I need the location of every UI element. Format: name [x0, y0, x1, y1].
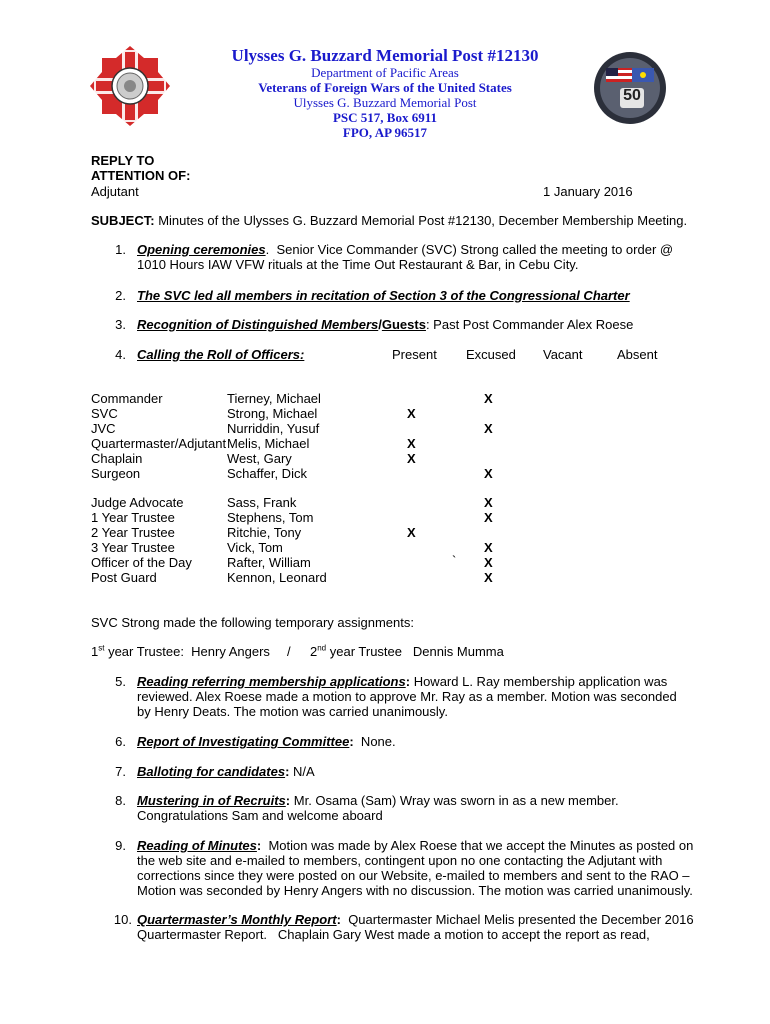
subject-text: Minutes of the Ulysses G. Buzzard Memorial Post #12130, December Membership Meeting.	[158, 213, 688, 228]
item-text: Congratulations Sam and welcome aboard	[137, 808, 383, 823]
officer-name: Kennon, Leonard	[227, 570, 327, 585]
excused-mark: X	[484, 570, 493, 585]
item-title: Recognition of Distinguished Members	[137, 317, 379, 332]
second-year-ordinal: 2	[310, 644, 318, 659]
first-year-trustee: year Trustee: Henry Angers	[104, 644, 270, 659]
item-balloting	[137, 764, 697, 779]
officer-name: Schaffer, Dick	[227, 466, 307, 481]
roll-header-excused: Excused	[466, 347, 516, 362]
officer-role: Commander	[91, 391, 163, 406]
officer-role: 1 Year Trustee	[91, 510, 175, 525]
excused-mark: X	[484, 510, 493, 525]
item-reading-minutes	[137, 838, 697, 898]
item-membership-applications	[137, 674, 697, 719]
item-number: 8.	[115, 793, 126, 808]
item-text: Howard L. Ray membership application was	[410, 674, 668, 689]
item-text: Motion was made by Alex Roese that we accept the Minutes as posted on	[261, 838, 694, 853]
organization-line: Veterans of Foreign Wars of the United States	[258, 80, 512, 95]
officer-name: Stephens, Tom	[227, 510, 314, 525]
item-title: Reading of Minutes	[137, 838, 257, 853]
item-text: None.	[353, 734, 396, 749]
officer-name: Melis, Michael	[227, 436, 310, 451]
second-year-trustee: year Trustee Dennis Mumma	[326, 644, 504, 659]
item-title-guests: Guests	[381, 317, 426, 332]
item-text: N/A	[289, 764, 315, 779]
item-title: Reading referring membership applications	[137, 674, 406, 689]
item-text: Quartermaster Report. Chaplain Gary West made a motion to accept the report as read,	[137, 927, 650, 942]
officer-role: 3 Year Trustee	[91, 540, 175, 555]
item-number: 6.	[115, 734, 126, 749]
second-year-assignment	[310, 644, 504, 659]
item-text: Motion was seconded by Henry Angers with no discussion. The motion was carried unanimously.	[137, 883, 693, 898]
item-number: 3.	[115, 317, 126, 332]
item-title: The SVC led all members in recitation of Section 3 of the Congressional Charter	[137, 288, 630, 303]
item-colon: :	[285, 793, 291, 808]
item-title: Opening ceremonies	[137, 242, 266, 257]
item-slash: /	[378, 317, 382, 332]
subject-line	[91, 213, 687, 228]
item-quartermaster-report	[137, 912, 697, 942]
officer-name: Sass, Frank	[227, 495, 297, 510]
reply-to-label: REPLY TO	[91, 153, 155, 168]
item-investigating-committee	[137, 734, 697, 749]
document-date: 1 January 2016	[543, 184, 633, 199]
item-colon: :	[256, 838, 262, 853]
temporary-assignments-intro: SVC Strong made the following temporary assignments:	[91, 615, 414, 630]
officer-name: Vick, Tom	[227, 540, 283, 555]
item-colon: :	[405, 674, 411, 689]
excused-mark: X	[484, 540, 493, 555]
item-text: Mr. Osama (Sam) Wray was sworn in as a new member.	[290, 793, 619, 808]
item-text: the web site and e-mailed to members, contingent upon no one contacting the Adjutant with	[137, 853, 663, 868]
item-text: 1010 Hours IAW VFW rituals at the Time Out Restaurant & Bar, in Cebu City.	[137, 257, 579, 272]
item-text: Senior Vice Commander (SVC) Strong called the meeting to order @	[269, 242, 674, 257]
officer-role: Surgeon	[91, 466, 141, 481]
officer-role: 2 Year Trustee	[91, 525, 175, 540]
officer-name: Rafter, William	[227, 555, 311, 570]
attention-name: Adjutant	[91, 184, 139, 199]
officer-role: JVC	[91, 421, 116, 436]
item-text: by Henry Deats. The motion was carried unanimously.	[137, 704, 448, 719]
item-recognition	[137, 317, 697, 332]
department-line: Department of Pacific Areas	[311, 65, 459, 80]
officer-name: Ritchie, Tony	[227, 525, 302, 540]
present-mark: X	[407, 451, 416, 466]
officer-role: SVC	[91, 406, 118, 421]
item-text: reviewed. Alex Roese made a motion to approve Mr. Ray as a member. Motion was seconded	[137, 689, 677, 704]
officer-role: Officer of the Day	[91, 555, 192, 570]
item-colon: :	[349, 734, 354, 749]
item-colon: :	[336, 912, 341, 927]
excused-mark: X	[484, 391, 493, 406]
item-text: : Past Post Commander Alex Roese	[425, 317, 634, 332]
second-year-suffix: nd	[317, 643, 327, 653]
excused-mark: X	[484, 466, 493, 481]
officer-name: West, Gary	[227, 451, 292, 466]
officer-name: Nurriddin, Yusuf	[227, 421, 320, 436]
address-line-1: PSC 517, Box 6911	[332, 110, 437, 125]
roll-header-absent: Absent	[617, 347, 658, 362]
seal-number: 50	[623, 87, 641, 104]
excused-mark: X	[484, 421, 493, 436]
stray-mark: `	[452, 553, 457, 568]
item-opening-ceremonies	[137, 242, 697, 272]
item-number: 2.	[115, 288, 126, 303]
address-line-2: FPO, AP 96517	[342, 125, 428, 140]
roll-header-vacant: Vacant	[543, 347, 583, 362]
attention-of-label: ATTENTION OF:	[91, 168, 191, 183]
assignment-separator: /	[287, 644, 291, 659]
item-title: Report of Investigating Committee	[137, 734, 350, 749]
item-number: 5.	[115, 674, 126, 689]
item-title: Balloting for candidates	[137, 764, 286, 779]
roll-header-present: Present	[392, 347, 437, 362]
item-title: Quartermaster’s Monthly Report	[137, 912, 337, 927]
item-number: 4.	[115, 347, 126, 362]
item-title: Calling the Roll of Officers:	[137, 347, 305, 362]
post-title: Ulysses G. Buzzard Memorial Post #12130	[231, 46, 539, 65]
officer-role: Judge Advocate	[91, 495, 184, 510]
item-text: Quartermaster Michael Melis presented the December 2016	[340, 912, 694, 927]
officer-name: Strong, Michael	[227, 406, 318, 421]
officer-role: Post Guard	[91, 570, 157, 585]
first-year-ordinal: 1	[91, 644, 99, 659]
item-number: 7.	[115, 764, 126, 779]
temporary-assignments	[91, 644, 270, 659]
excused-mark: X	[484, 555, 493, 570]
item-number: 10.	[113, 912, 132, 927]
post-name-line: Ulysses G. Buzzard Memorial Post	[293, 95, 477, 110]
present-mark: X	[407, 406, 416, 421]
first-year-suffix: st	[98, 643, 105, 653]
item-punct: .	[265, 242, 270, 257]
excused-mark: X	[484, 495, 493, 510]
item-number: 1.	[115, 242, 126, 257]
item-number: 9.	[115, 838, 126, 853]
item-title: Mustering in of Recruits	[137, 793, 286, 808]
item-charter-recitation	[137, 288, 697, 303]
officer-role: Quartermaster/Adjutant	[91, 436, 227, 451]
present-mark: X	[407, 436, 416, 451]
officer-role: Chaplain	[91, 451, 143, 466]
item-mustering-recruits	[137, 793, 697, 823]
officer-name: Tierney, Michael	[227, 391, 321, 406]
item-text: corrections since they were posted on our Website, e-mailed to members and sent to the RAO –	[137, 868, 690, 883]
item-colon: :	[285, 764, 290, 779]
present-mark: X	[407, 525, 416, 540]
subject-label: SUBJECT:	[91, 213, 155, 228]
